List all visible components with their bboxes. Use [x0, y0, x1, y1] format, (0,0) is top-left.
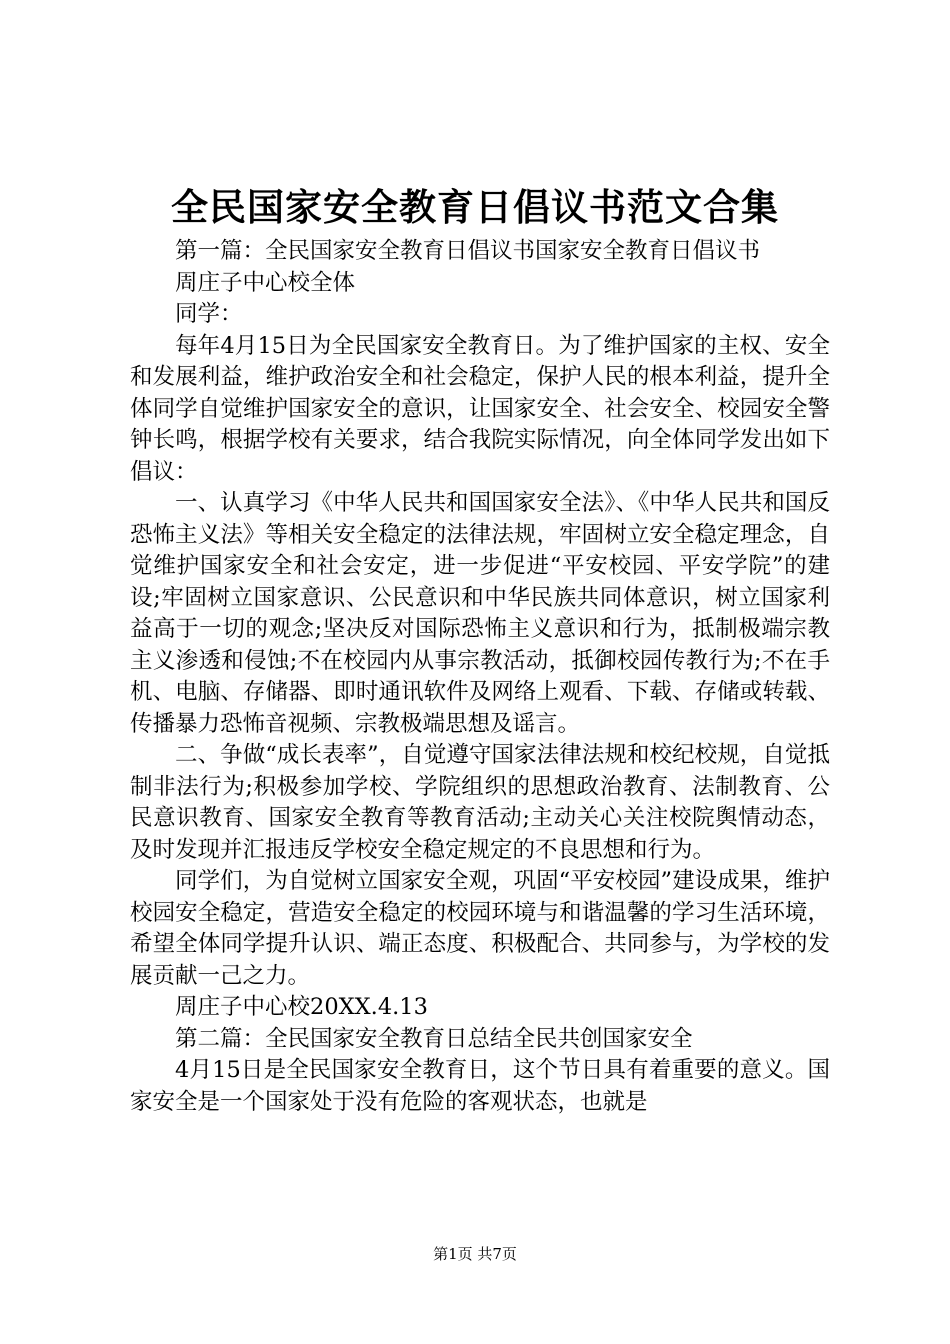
page-number-footer: 第1页 共7页 — [433, 1245, 517, 1263]
paragraph-section-one-heading: 第一篇：全民国家安全教育日倡议书国家安全教育日倡议书 — [175, 238, 761, 264]
paragraph-addressee: 周庄子中心校全体 — [175, 269, 356, 296]
paragraph-introduction: 每年4月15日为全民国家安全教育日。为了维护国家的主权、安全和发展利益，维护政治安全和社会稳定，保护人民的根本利益，提升全体同学自觉维护国家安全的意识，让国家安全、社会安全、校园安全警钟长鸣，根据学校有关要求，结合我院实际情况，向全体同学发出如下倡议： — [130, 332, 830, 485]
paragraph-salutation: 同学： — [175, 301, 243, 327]
document-body — [130, 236, 830, 1118]
document-title: 全民国家安全教育日倡议书范文合集 — [171, 186, 779, 229]
paragraph-closing: 同学们，为自觉树立国家安全观，巩固“平安校园”建设成果，维护校园安全稳定，营造安全稳定的校园环境与和谐温馨的学习生活环境，希望全体同学提升认识、端正态度、积极配合、共同参与，为学校的发展贡献一己之力。 — [130, 868, 830, 989]
paragraph-section-two-body: 4月15日是全民国家安全教育日，这个节日具有着重要的意义。国家安全是一个国家处于没有危险的客观状态，也就是 — [130, 1057, 830, 1115]
paragraph-section-two-heading: 第二篇：全民国家安全教育日总结全民共创国家安全 — [175, 1025, 693, 1052]
paragraph-signature-date: 周庄子中心校20XX.4.13 — [175, 994, 428, 1020]
paragraph-proposal-one: 一、认真学习《中华人民共和国国家安全法》、《中华人民共和国反恐怖主义法》等相关安全稳定的法律法规，牢固树立安全稳定理念，自觉维护国家安全和社会安定，进一步促进“平安校园、平安学院”的建设;牢固树立国家意识、公民意识和中华民族共同体意识，树立国家利益高于一切的观念;坚决反对国际恐怖主义意识和行为，抵制极端宗教主义渗透和侵蚀;不在校园内从事宗教活动，抵御校园传教行为;不在手机、电脑、存储器、即时通讯软件及网络上观看、下载、存储或转载、传播暴力恐怖音视频、宗教极端思想及谣言。 — [130, 490, 830, 737]
paragraph-proposal-two: 二、争做“成长表率”，自觉遵守国家法律法规和校纪校规，自觉抵制非法行为;积极参加学校、学院组织的思想政治教育、法制教育、公民意识教育、国家安全教育等教育活动;主动关心关注校院舆情动态，及时发现并汇报违反学校安全稳定规定的不良思想和行为。 — [130, 742, 830, 863]
